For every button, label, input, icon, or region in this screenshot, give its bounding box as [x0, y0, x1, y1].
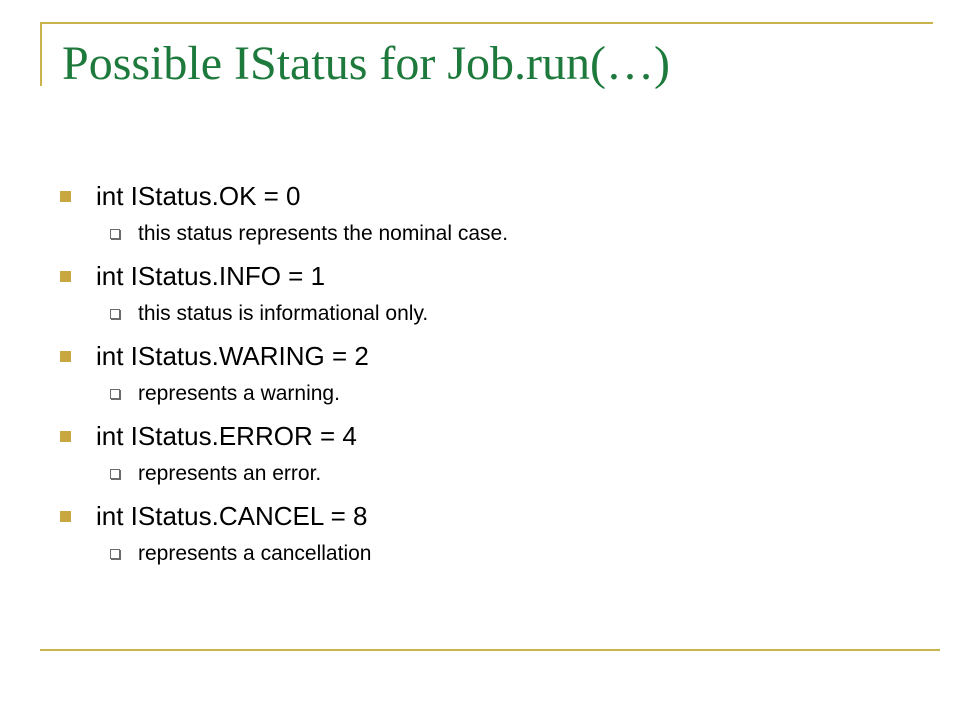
main-bullet-row — [60, 256, 920, 296]
hollow-square-bullet-icon — [110, 469, 120, 479]
square-bullet-icon — [60, 351, 71, 362]
hollow-square-bullet-icon — [110, 549, 120, 559]
list-item — [60, 256, 920, 330]
sub-bullet-row — [110, 458, 920, 490]
square-bullet-icon — [60, 271, 71, 282]
main-bullet-row — [60, 176, 920, 216]
main-bullet-row — [60, 336, 920, 376]
hollow-square-bullet-icon — [110, 389, 120, 399]
list-item — [60, 336, 920, 410]
sub-bullet-row — [110, 538, 920, 570]
bullet-list — [60, 176, 920, 576]
sub-bullet-text: this status represents the nominal case. — [138, 222, 509, 245]
main-bullet-text: int IStatus.ERROR = 4 — [96, 421, 357, 451]
main-bullet-row — [60, 496, 920, 536]
sub-bullet-text: represents a warning. — [138, 382, 340, 405]
main-bullet-text: int IStatus.WARING = 2 — [96, 341, 369, 371]
main-bullet-text: int IStatus.INFO = 1 — [96, 261, 326, 291]
sub-bullet-text: this status is informational only. — [138, 302, 429, 325]
square-bullet-icon — [60, 191, 71, 202]
sub-bullet-row — [110, 378, 920, 410]
frame-left-rule — [40, 22, 42, 86]
list-item — [60, 496, 920, 570]
frame-bottom-rule — [40, 649, 940, 651]
square-bullet-icon — [60, 431, 71, 442]
list-item — [60, 176, 920, 250]
sub-bullet-text: represents an error. — [138, 462, 322, 485]
main-bullet-text: int IStatus.OK = 0 — [96, 181, 301, 211]
main-bullet-text: int IStatus.CANCEL = 8 — [96, 501, 368, 531]
slide-title: Possible IStatus for Job.run(…) — [62, 37, 670, 90]
hollow-square-bullet-icon — [110, 229, 120, 239]
sub-bullet-row — [110, 218, 920, 250]
square-bullet-icon — [60, 511, 71, 522]
sub-bullet-row — [110, 298, 920, 330]
sub-bullet-text: represents a cancellation — [138, 542, 372, 565]
frame-top-rule — [40, 22, 933, 24]
list-item — [60, 416, 920, 490]
main-bullet-row — [60, 416, 920, 456]
hollow-square-bullet-icon — [110, 309, 120, 319]
